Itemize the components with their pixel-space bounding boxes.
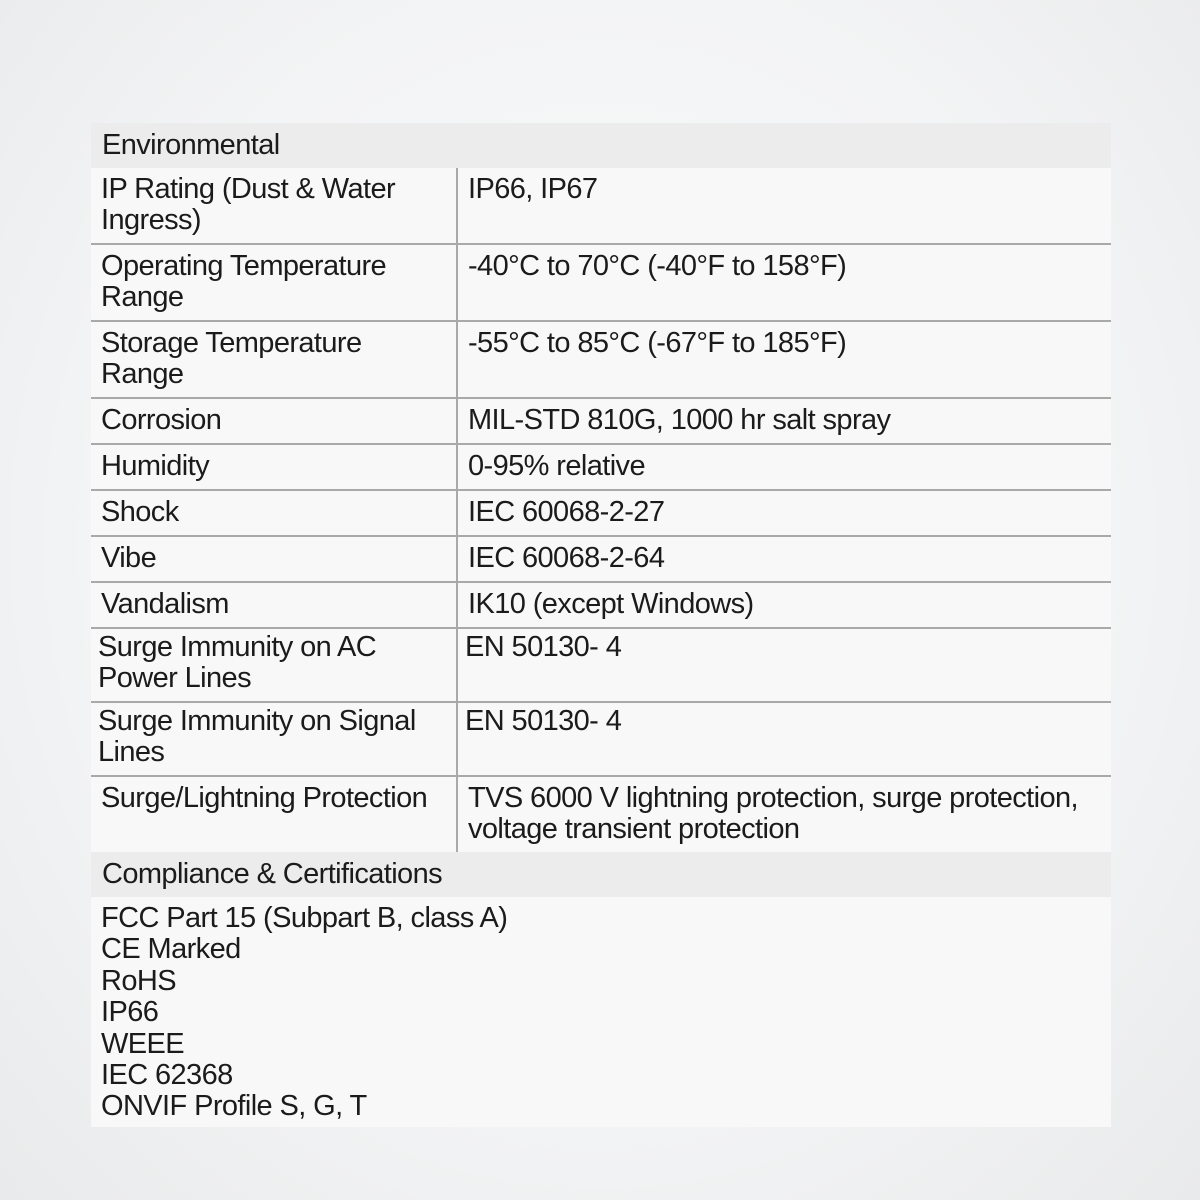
- table-row: [91, 398, 1111, 444]
- row-value: TVS 6000 V lightning protection, surge protection, voltage transient protection: [457, 776, 1111, 852]
- list-item: RoHS: [101, 964, 176, 997]
- table-row: [91, 321, 1111, 398]
- table-row: [91, 444, 1111, 490]
- row-label: Shock: [91, 490, 457, 536]
- list-item: ONVIF Profile S, G, T: [101, 1090, 367, 1123]
- row-label: Surge/Lightning Protection: [101, 782, 428, 814]
- environmental-heading: Environmental: [91, 123, 1111, 168]
- row-label: Corrosion: [91, 398, 457, 444]
- table-row: [91, 490, 1111, 536]
- spec-sheet: [91, 123, 1111, 1127]
- compliance-list: [91, 897, 1111, 1127]
- row-label: Vandalism: [91, 582, 457, 628]
- row-value: -40°C to 70°C (-40°F to 158°F): [457, 244, 1111, 321]
- row-value: IP66, IP67: [457, 168, 1111, 244]
- row-label: Surge Immunity on AC Power Lines: [91, 628, 457, 702]
- compliance-heading: Compliance & Certifications: [91, 852, 1111, 897]
- row-value: EN 50130- 4: [457, 628, 1111, 702]
- row-label: Storage Temperature Range: [91, 321, 457, 398]
- row-value: 0-95% relative: [457, 444, 1111, 490]
- row-label: Operating Temperature Range: [91, 244, 457, 321]
- table-row: [91, 582, 1111, 628]
- list-item: IP66: [101, 996, 159, 1029]
- table-row: [91, 776, 1111, 852]
- row-value: IK10 (except Windows): [457, 582, 1111, 628]
- row-label: Surge Immunity on Signal Lines: [91, 702, 457, 776]
- table-row: [91, 244, 1111, 321]
- table-row: [91, 702, 1111, 776]
- environmental-table: [91, 168, 1111, 852]
- table-row: [91, 168, 1111, 244]
- row-value: IEC 60068-2-27: [457, 490, 1111, 536]
- row-value: -55°C to 85°C (-67°F to 185°F): [457, 321, 1111, 398]
- row-value: MIL-STD 810G, 1000 hr salt spray: [457, 398, 1111, 444]
- table-row: [91, 536, 1111, 582]
- row-value: IEC 60068-2-64: [457, 536, 1111, 582]
- table-row: [91, 628, 1111, 702]
- row-value: EN 50130- 4: [457, 702, 1111, 776]
- list-item: IEC 62368: [101, 1059, 233, 1092]
- list-item: FCC Part 15 (Subpart B, class A): [101, 902, 508, 934]
- row-label: Vibe: [91, 536, 457, 582]
- row-label: IP Rating (Dust & Water Ingress): [91, 168, 457, 244]
- list-item: CE Marked: [101, 933, 241, 966]
- row-label: Humidity: [91, 444, 457, 490]
- list-item: WEEE: [101, 1027, 184, 1060]
